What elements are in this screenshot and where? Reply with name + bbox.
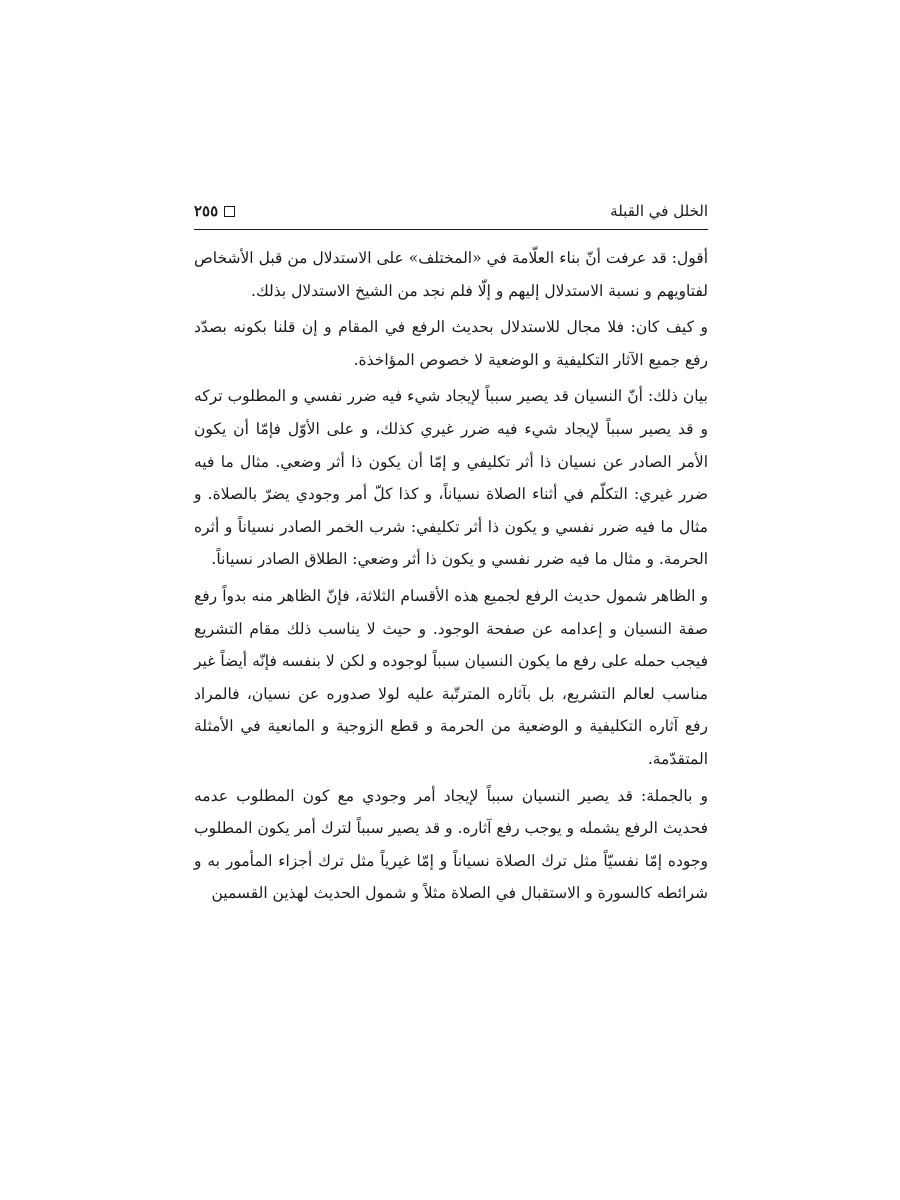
paragraph-1: أقول: قد عرفت أنّ بناء العلّامة في «المختلف» على الاستدلال من قبل الأشخاص لفتاويهم و نسبة الاستدلال إليهم و إلّا فلم نجد من الشيخ الاستدلال بذلك. (194, 249, 708, 300)
body-text (194, 242, 708, 910)
header-divider (194, 229, 708, 230)
page-number: ٢٥٥ (194, 202, 219, 220)
page-number-block (194, 202, 235, 220)
paragraph-2: و كيف كان: فلا مجال للاستدلال بحديث الرفع في المقام و إن قلنا بكونه بصدّد رفع جميع الآثار التكليفية و الوضعية لا خصوص المؤاخذة. (194, 318, 708, 369)
paragraph-3: بيان ذلك: أنّ النسيان قد يصير سبباً لإيجاد شيء فيه ضرر نفسي و المطلوب تركه و قد يصير سبباً لإيجاد شيء فيه ضرر غيري كذلك، و على الأوّل فإمّا أن يكون الأمر الصادر عن نسيان ذا أثر تكليفي و إمّا أن يكون ذا أثر وضعي. مثال ما فيه ضرر غيري: التكلّم في أثناء الصلاة نسياناً، و كذا كلّ أمر وجودي يضرّ بالصلاة. و مثال ما فيه ضرر نفسي و يكون ذا أثر تكليفي: شرب الخمر الصادر نسياناً و أثره الحرمة. و مثال ما فيه ضرر نفسي و يكون ذا أثر وضعي: الطلاق الصادر نسياناً. (194, 387, 708, 569)
running-header (194, 197, 708, 225)
square-icon (224, 206, 235, 217)
chapter-title: الخلل في القبلة (610, 202, 708, 220)
paragraph-4: و الظاهر شمول حديث الرفع لجميع هذه الأقسام الثلاثة، فإنّ الظاهر منه بدواً رفع صفة النسيان و إعدامه عن صفحة الوجود. و حيث لا يناسب ذلك مقام التشريع فيجب حمله على رفع ما يكون النسيان سبباً لوجوده و لكن لا بنفسه فإنّه أيضاً غير مناسب لعالم التشريع، بل بآثاره المترتّبة عليه لولا صدوره عن نسيان، فالمراد رفع آثاره التكليفية و الوضعية من الحرمة و قطع الزوجية و المانعية في الأمثلة المتقدّمة. (194, 586, 708, 768)
paragraph-5: و بالجملة: قد يصير النسيان سبباً لإيجاد أمر وجودي مع كون المطلوب عدمه فحديث الرفع يشمله و يوجب رفع آثاره. و قد يصير سبباً لترك أمر يكون المطلوب وجوده إمّا نفسيّاً مثل ترك الصلاة نسياناً و إمّا غيرياً مثل ترك أجزاء المأمور به و شرائطه كالسورة و الاستقبال في الصلاة مثلاً و شمول الحديث لهذين القسمين (194, 786, 708, 903)
